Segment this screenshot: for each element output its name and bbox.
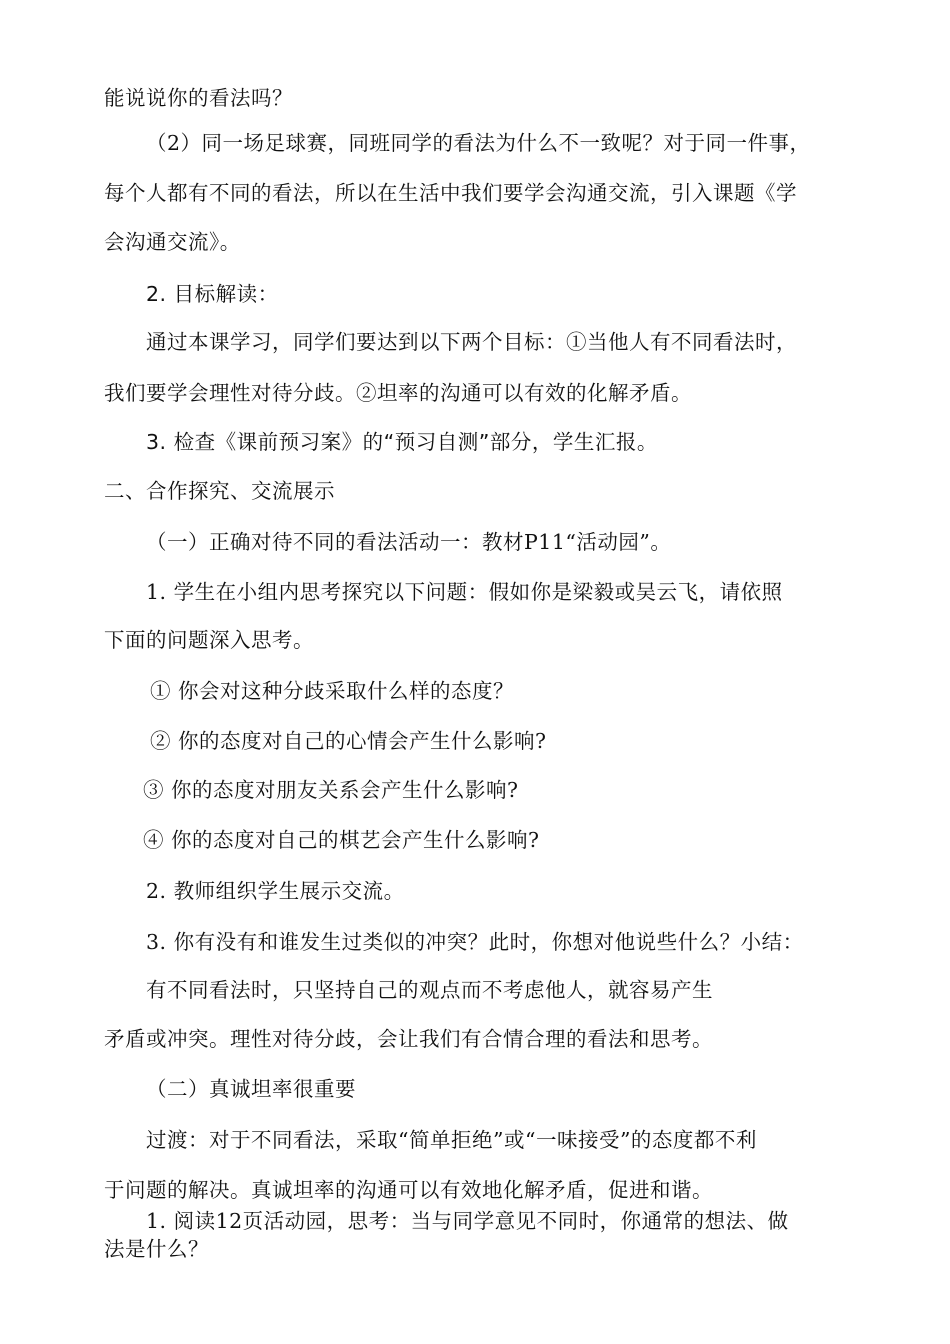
paragraph-line: 我们要学会理性对待分歧。②坦率的沟通可以有效的化解矛盾。: [104, 381, 692, 405]
paragraph-line: 每个人都有不同的看法，所以在生活中我们要学会沟通交流，引入课题《学: [104, 181, 797, 205]
paragraph-line: 下面的问题深入思考。: [104, 628, 314, 652]
paragraph-line: 会沟通交流》。: [104, 230, 241, 254]
paragraph-line: 2. 教师组织学生展示交流。: [146, 879, 405, 903]
question-item: ① 你会对这种分歧采取什么样的态度？: [150, 679, 515, 703]
paragraph-line: 3. 你有没有和谁发生过类似的冲突？此时，你想对他说些什么？小结：: [146, 930, 804, 954]
subsection-heading: （一）正确对待不同的看法活动一：教材P11“活动园”。: [146, 530, 672, 554]
summary-line: 矛盾或冲突。理性对待分歧，会让我们有合情合理的看法和思考。: [104, 1027, 713, 1051]
paragraph-line: 1. 学生在小组内思考探究以下问题：假如你是梁毅或吴云飞，请依照: [146, 580, 783, 604]
paragraph-line: 通过本课学习，同学们要达到以下两个目标：①当他人有不同看法时，: [146, 330, 797, 354]
paragraph-line: 能说说你的看法吗？: [104, 86, 293, 110]
section-heading: 2. 目标解读：: [146, 282, 279, 306]
paragraph-line: 过渡：对于不同看法，采取“简单拒绝”或“一味接受”的态度都不利: [146, 1128, 757, 1152]
paragraph-line: 1. 阅读12页活动园，思考：当与同学意见不同时，你通常的想法、做: [146, 1209, 789, 1233]
question-item: ② 你的态度对自己的心情会产生什么影响?: [150, 729, 547, 753]
section-heading: 二、合作探究、交流展示: [104, 479, 335, 503]
paragraph-line: 于问题的解决。真诚坦率的沟通可以有效地化解矛盾，促进和谐。: [104, 1178, 713, 1202]
paragraph-line: 法是什么？: [104, 1237, 209, 1261]
question-item: ④ 你的态度对自己的棋艺会产生什么影响?: [143, 828, 540, 852]
paragraph-line: （2）同一场足球赛，同班同学的看法为什么不一致呢？对于同一件事，: [146, 131, 811, 155]
subsection-heading: （二）真诚坦率很重要: [146, 1077, 356, 1101]
section-heading: 3. 检查《课前预习案》的“预习自测”部分，学生汇报。: [146, 430, 658, 454]
summary-line: 有不同看法时，只坚持自己的观点而不考虑他人，就容易产生: [146, 978, 713, 1002]
question-item: ③ 你的态度对朋友关系会产生什么影响?: [143, 778, 519, 802]
